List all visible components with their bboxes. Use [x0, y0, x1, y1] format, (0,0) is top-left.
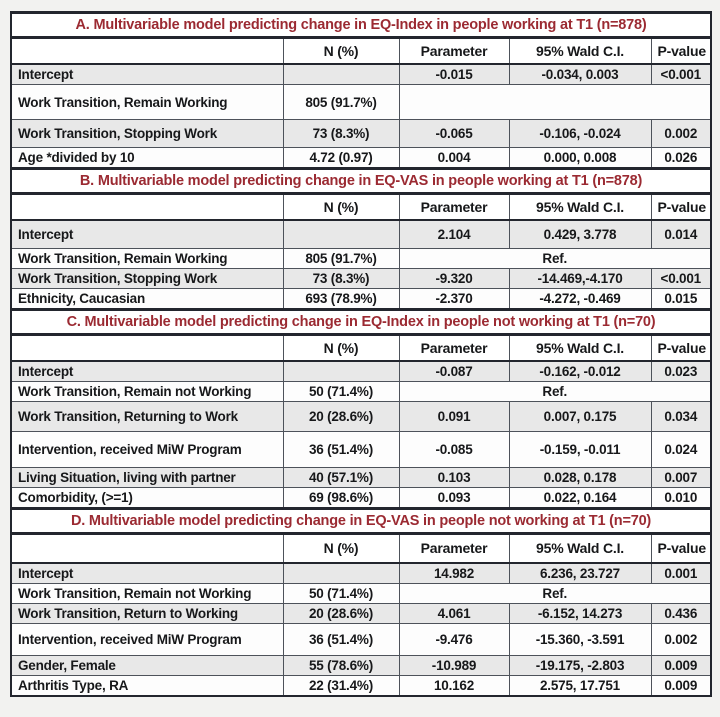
n-cell: 40 (57.1%)	[283, 467, 399, 487]
row-label-cell: Intercept	[11, 563, 283, 584]
parameter-cell: -10.989	[399, 656, 509, 676]
row-label-cell: Work Transition, Stopping Work	[11, 268, 283, 288]
parameter-cell: 0.103	[399, 467, 509, 487]
n-cell	[283, 64, 399, 85]
ci-cell: -14.469,-4.170	[509, 268, 651, 288]
parameter-cell: -0.087	[399, 361, 509, 382]
row-label-cell: Intercept	[11, 64, 283, 85]
header-empty-cell	[11, 533, 283, 563]
n-cell: 693 (78.9%)	[283, 288, 399, 309]
parameter-cell: 10.162	[399, 676, 509, 697]
header-parameter-cell: Parameter	[399, 38, 509, 65]
ci-cell: 0.022, 0.164	[509, 487, 651, 508]
section-a-title-row	[11, 13, 711, 38]
ref-cell: Ref.	[399, 584, 711, 604]
table-row	[11, 487, 711, 508]
ci-cell: 6.236, 23.727	[509, 563, 651, 584]
header-parameter-cell: Parameter	[399, 194, 509, 221]
section-c-title: C. Multivariable model predicting change in EQ-Index in people not working at T1 (n=70)	[11, 309, 711, 334]
n-cell: 22 (31.4%)	[283, 676, 399, 697]
pvalue-cell: <0.001	[651, 64, 711, 85]
row-label-cell: Work Transition, Remain not Working	[11, 584, 283, 604]
pvalue-cell: 0.009	[651, 676, 711, 697]
table-row	[11, 676, 711, 697]
header-n-cell: N (%)	[283, 194, 399, 221]
table-row	[11, 401, 711, 431]
pvalue-cell: 0.024	[651, 431, 711, 467]
n-cell: 36 (51.4%)	[283, 624, 399, 656]
header-parameter-cell: Parameter	[399, 334, 509, 361]
section-b-title: B. Multivariable model predicting change in EQ-VAS in people working at T1 (n=878)	[11, 169, 711, 194]
header-ci-cell: 95% Wald C.I.	[509, 194, 651, 221]
n-cell	[283, 220, 399, 248]
pvalue-cell: 0.007	[651, 467, 711, 487]
n-cell: 805 (91.7%)	[283, 248, 399, 268]
table-row	[11, 288, 711, 309]
parameter-cell: 4.061	[399, 604, 509, 624]
table-row	[11, 656, 711, 676]
row-label-cell: Intervention, received MiW Program	[11, 624, 283, 656]
table-row	[11, 431, 711, 467]
pvalue-cell: 0.002	[651, 120, 711, 148]
ci-cell: 0.429, 3.778	[509, 220, 651, 248]
row-label-cell: Work Transition, Stopping Work	[11, 120, 283, 148]
row-label-cell: Work Transition, Return to Working	[11, 604, 283, 624]
parameter-cell: 2.104	[399, 220, 509, 248]
pvalue-cell: 0.014	[651, 220, 711, 248]
parameter-cell: -2.370	[399, 288, 509, 309]
n-cell: 55 (78.6%)	[283, 656, 399, 676]
n-cell: 73 (8.3%)	[283, 120, 399, 148]
ref-cell: Ref.	[399, 248, 711, 268]
ci-cell: 0.000, 0.008	[509, 148, 651, 169]
table-row	[11, 120, 711, 148]
pvalue-cell: 0.034	[651, 401, 711, 431]
parameter-cell: 0.091	[399, 401, 509, 431]
ci-cell: 2.575, 17.751	[509, 676, 651, 697]
row-label-cell: Intercept	[11, 361, 283, 382]
parameter-cell: -9.476	[399, 624, 509, 656]
pvalue-cell: 0.026	[651, 148, 711, 169]
header-pvalue-cell: P-value	[651, 334, 711, 361]
n-cell: 36 (51.4%)	[283, 431, 399, 467]
header-ci-cell: 95% Wald C.I.	[509, 533, 651, 563]
n-cell: 50 (71.4%)	[283, 584, 399, 604]
parameter-cell: -0.085	[399, 431, 509, 467]
row-label-cell: Work Transition, Remain not Working	[11, 381, 283, 401]
ci-cell: -0.034, 0.003	[509, 64, 651, 85]
row-label-cell: Comorbidity, (>=1)	[11, 487, 283, 508]
row-label-cell: Work Transition, Remain Working	[11, 85, 283, 120]
results-table-container	[10, 11, 710, 697]
table-row	[11, 563, 711, 584]
table-row	[11, 584, 711, 604]
pvalue-cell: 0.023	[651, 361, 711, 382]
header-empty-cell	[11, 334, 283, 361]
header-n-cell: N (%)	[283, 38, 399, 65]
n-cell: 73 (8.3%)	[283, 268, 399, 288]
table-row	[11, 64, 711, 85]
table-row	[11, 381, 711, 401]
header-ci-cell: 95% Wald C.I.	[509, 38, 651, 65]
parameter-cell: -0.065	[399, 120, 509, 148]
row-label-cell: Work Transition, Remain Working	[11, 248, 283, 268]
n-cell: 20 (28.6%)	[283, 604, 399, 624]
table-row	[11, 361, 711, 382]
ci-cell: -6.152, 14.273	[509, 604, 651, 624]
row-label-cell: Living Situation, living with partner	[11, 467, 283, 487]
pvalue-cell: 0.002	[651, 624, 711, 656]
ci-cell: -19.175, -2.803	[509, 656, 651, 676]
header-pvalue-cell: P-value	[651, 194, 711, 221]
table-row	[11, 85, 711, 120]
section-b-title-row	[11, 169, 711, 194]
section-c-title-row	[11, 309, 711, 334]
n-cell	[283, 361, 399, 382]
ci-cell: -4.272, -0.469	[509, 288, 651, 309]
header-empty-cell	[11, 38, 283, 65]
pvalue-cell: 0.436	[651, 604, 711, 624]
table-row	[11, 220, 711, 248]
header-n-cell: N (%)	[283, 334, 399, 361]
section-d-title-row	[11, 508, 711, 533]
parameter-cell: -0.015	[399, 64, 509, 85]
pvalue-cell: 0.010	[651, 487, 711, 508]
parameter-cell: 0.004	[399, 148, 509, 169]
header-empty-cell	[11, 194, 283, 221]
row-label-cell: Arthritis Type, RA	[11, 676, 283, 697]
table-row	[11, 624, 711, 656]
n-cell: 4.72 (0.97)	[283, 148, 399, 169]
n-cell: 805 (91.7%)	[283, 85, 399, 120]
pvalue-cell: 0.015	[651, 288, 711, 309]
ci-cell: -15.360, -3.591	[509, 624, 651, 656]
table-row	[11, 268, 711, 288]
ci-cell: -0.106, -0.024	[509, 120, 651, 148]
pvalue-cell: 0.001	[651, 563, 711, 584]
header-pvalue-cell: P-value	[651, 38, 711, 65]
section-c-header-row	[11, 334, 711, 361]
section-a-header-row	[11, 38, 711, 65]
pvalue-cell: 0.009	[651, 656, 711, 676]
header-pvalue-cell: P-value	[651, 533, 711, 563]
section-d-header-row	[11, 533, 711, 563]
ci-cell: 0.007, 0.175	[509, 401, 651, 431]
n-cell: 20 (28.6%)	[283, 401, 399, 431]
parameter-cell: -9.320	[399, 268, 509, 288]
section-d-title: D. Multivariable model predicting change in EQ-VAS in people not working at T1 (n=70)	[11, 508, 711, 533]
header-ci-cell: 95% Wald C.I.	[509, 334, 651, 361]
header-parameter-cell: Parameter	[399, 533, 509, 563]
section-a-title: A. Multivariable model predicting change in EQ-Index in people working at T1 (n=878)	[11, 13, 711, 38]
section-b-header-row	[11, 194, 711, 221]
ci-cell: 0.028, 0.178	[509, 467, 651, 487]
ref-cell: Ref.	[399, 381, 711, 401]
table-row	[11, 148, 711, 169]
pvalue-cell: <0.001	[651, 268, 711, 288]
table-row	[11, 248, 711, 268]
n-cell: 50 (71.4%)	[283, 381, 399, 401]
ci-cell: -0.162, -0.012	[509, 361, 651, 382]
multivariable-models-table	[10, 11, 712, 697]
row-label-cell: Gender, Female	[11, 656, 283, 676]
parameter-cell: 0.093	[399, 487, 509, 508]
header-n-cell: N (%)	[283, 533, 399, 563]
row-label-cell: Intervention, received MiW Program	[11, 431, 283, 467]
parameter-cell: 14.982	[399, 563, 509, 584]
table-row	[11, 467, 711, 487]
row-label-cell: Ethnicity, Caucasian	[11, 288, 283, 309]
row-label-cell: Work Transition, Returning to Work	[11, 401, 283, 431]
n-cell	[283, 563, 399, 584]
row-label-cell: Intercept	[11, 220, 283, 248]
n-cell: 69 (98.6%)	[283, 487, 399, 508]
ref-cell	[399, 85, 711, 120]
table-row	[11, 604, 711, 624]
row-label-cell: Age *divided by 10	[11, 148, 283, 169]
ci-cell: -0.159, -0.011	[509, 431, 651, 467]
